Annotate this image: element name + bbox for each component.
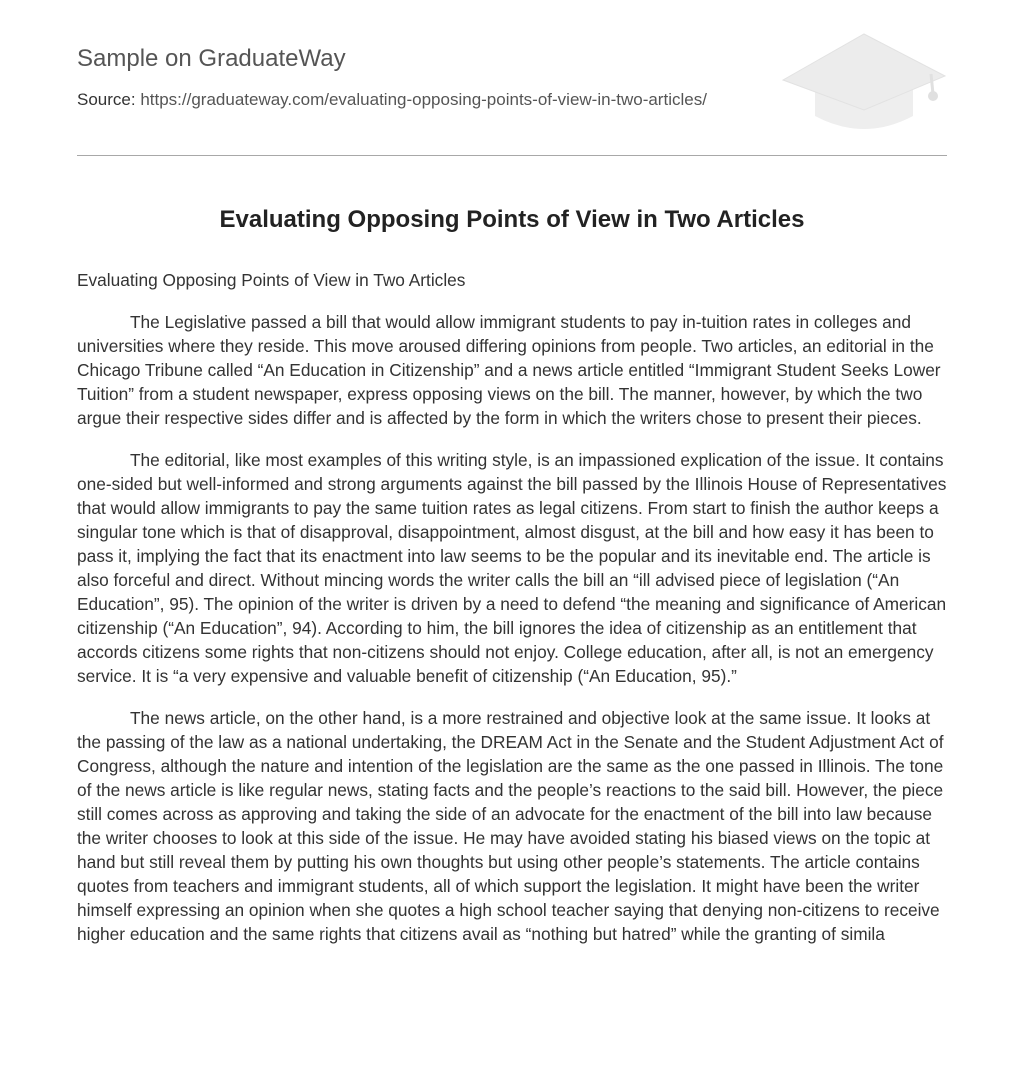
graduation-cap-icon — [781, 30, 947, 132]
page-header — [77, 0, 947, 156]
paragraph: The Legislative passed a bill that would allow immigrant students to pay in-tuition rates in colleges and universities where they reside. This move aroused differing opinions from people. Two articles, an editorial in the Chicago Tribune called “An Education in Citizenship” and a news article entitled “Immigrant Student Seeks Lower Tuition” from a student newspaper, express opposing views on the bill. The manner, however, by which the two argue their respective sides differ and is affected by the form in which the writers chose to present their pieces. — [77, 312, 941, 428]
site-name: Sample on GraduateWay — [77, 45, 346, 72]
article-title: Evaluating Opposing Points of View in Two Articles — [219, 206, 805, 233]
article-body — [77, 268, 949, 964]
source-label: Source: — [77, 90, 141, 109]
article-subtitle: Evaluating Opposing Points of View in Two Articles — [77, 270, 466, 290]
source-line — [77, 89, 707, 111]
source-link[interactable]: https://graduateway.com/evaluating-opposing-points-of-view-in-two-articles/ — [140, 90, 707, 109]
header-divider — [77, 155, 947, 156]
paragraph: The editorial, like most examples of this writing style, is an impassioned explication of the issue. It contains one-sided but well-informed and strong arguments against the bill passed by the Illinois House of Representatives that would allow immigrants to pay the same tuition rates as legal citizens. From start to finish the author keeps a singular tone which is that of disapproval, disappointment, almost disgust, at the bill and how easy it has been to pass it, implying the fact that its enactment into law seems to be the popular and its inevitable end. The article is also forceful and direct. Without mincing words the writer calls the bill an “ill advised piece of legislation (“An Education”, 95). The opinion of the writer is driven by a need to defend “the meaning and significance of American citizenship (“An Education”, 94). According to him, the bill ignores the idea of citizenship as an entitlement that accords citizens some rights that non-citizens should not enjoy. College education, after all, is not an emergency service. It is “a very expensive and valuable benefit of citizenship (“An Education, 95).” — [77, 450, 947, 686]
paragraph: The news article, on the other hand, is a more restrained and objective look at the same issue. It looks at the passing of the law as a national undertaking, the DREAM Act in the Senate and the Student Adjustment Act of Congress, although the nature and intention of the legislation are the same as the one passed in Illinois. The tone of the news article is like regular news, stating facts and the people’s reactions to the said bill. However, the piece still comes across as approving and taking the side of an advocate for the enactment of the bill into law because the writer chooses to look at this side of the issue. He may have avoided stating his biased views on the topic at hand but still reveal them by putting his own thoughts but using other people’s statements. The article contains quotes from teachers and immigrant students, all of which support the legislation. It might have been the writer himself expressing an opinion when she quotes a high school teacher saying that denying non-citizens to receive higher education and the same rights that citizens avail as “nothing but hatred” while the granting of simila — [77, 708, 944, 944]
